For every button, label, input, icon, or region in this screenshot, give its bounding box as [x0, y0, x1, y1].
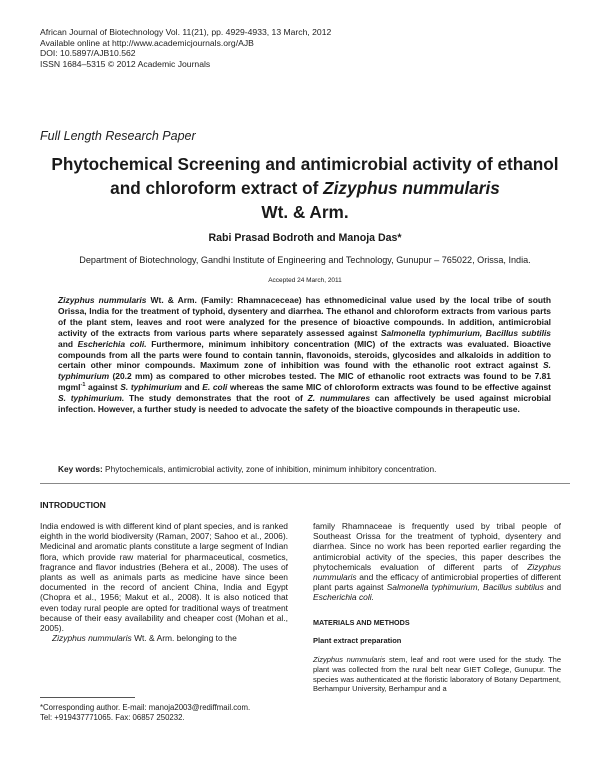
- corresponding-author: *Corresponding author. E-mail: manoja2003@rediffmail.com.: [40, 703, 251, 712]
- abstract-znum: Z. nummulares: [307, 393, 371, 404]
- right-microbes: Salmonella typhimurium, Bacillus subtilus: [386, 582, 544, 593]
- title-part1: Phytochemical Screening and antimicrobial activity of ethanol and chloroform extract of: [51, 154, 559, 198]
- right-species: Zizyphus nummularis: [313, 561, 561, 583]
- abstract-styph-3: S. typhimurium.: [58, 393, 125, 404]
- abstract: [58, 295, 551, 415]
- journal-citation: African Journal of Biotechnology Vol. 11(21), pp. 4929-4933, 13 March, 2012: [40, 27, 332, 37]
- affiliation: Department of Biotechnology, Gandhi Institute of Engineering and Technology, Gunupur – 765022, Orissa, India.: [79, 255, 531, 265]
- methods-heading: MATERIALS AND METHODS: [313, 617, 410, 627]
- left-column: [40, 521, 288, 643]
- abstract-text-2: and: [58, 338, 78, 349]
- abstract-text-3: Furthermore, minimum inhibitory concentration (MIC) of the extracts was evaluated. Bioactive compounds from all the parts were found to contain tannin, flavonoids, steroids, glycosides and alkaloids in addition to certain other minor compounds. Maximum zone of inhibition was found with the ethanolic root extract against: [58, 338, 551, 371]
- paper-type: Full Length Research Paper: [40, 129, 196, 143]
- right-text-3: and: [543, 582, 562, 593]
- methods-subheading: Plant extract preparation: [313, 635, 402, 645]
- abstract-superscript: -1: [80, 382, 86, 389]
- abstract-text-9: can affectively be used against microbial infection. However, a further study is needed to advocate the safety of the bioactive compounds in therapeutic use.: [58, 393, 552, 415]
- footnote: [40, 703, 300, 723]
- authors: Rabi Prasad Bodroth and Manoja Das*: [208, 232, 402, 244]
- abstract-ecoli-2: E. coli: [202, 382, 228, 393]
- abstract-text-6: and: [181, 382, 203, 393]
- title-species: Zizyphus nummularis: [323, 178, 500, 198]
- abstract-text-8: The study demonstrates that the root of: [124, 393, 308, 404]
- abstract-species: Zizyphus nummularis: [58, 295, 147, 305]
- abstract-text-5: against: [85, 382, 121, 393]
- abstract-styph-1: S. typhimurium: [58, 360, 551, 382]
- intro-paragraph-1: India endowed is with different kind of plant species, and is ranked eighth in the world biodiversity (Raman, 2007; Sahoo et al., 2006). Medicinal and aromatic plants constitute a large segment of Indian flora, which provide raw material for pharmaceutical, cosmetics, fragrance and flavor industries (Behera et al., 2008). The uses of plants as well as animals parts as medicine have since been documented in the record of ancient China, India and Egypt (Chopra et al., 1956; Makut et al., 2008). It is also noticed that even today rural people are opted for traditional ways of treatment because of their easy availability and cheaper cost (Mohan et al., 2005).: [40, 521, 288, 634]
- title-part2: Wt. & Arm.: [261, 202, 349, 222]
- intro-paragraph-continued: [313, 521, 561, 603]
- intro-paragraph-2: [40, 633, 288, 643]
- methods-text: stem, leaf and root were used for the study. The plant was collected from the rural belt near GIET College, Gunupur. The species was authenticated at the floristic laboratory of Botany Department, Berhampur University, Berhampur and a: [313, 655, 561, 694]
- issn: ISSN 1684–5315 © 2012 Academic Journals: [40, 58, 211, 69]
- abstract-microbes: Salmonella typhimurium, Bacillus subtilis: [380, 327, 551, 338]
- accepted-date: Accepted 24 March, 2011: [268, 277, 342, 284]
- right-text-1: family Rhamnaceae is frequently used by tribal people of Southeast Orissa for the treatment of typhoid, dysentery and diarrhea. Since no work has been reported earlier regarding the antimicrobial activity of the species, this paper describes the phytochemicals evaluation of different parts of: [313, 521, 561, 572]
- abstract-styph-2: S. typhimurium: [120, 382, 182, 393]
- right-ecoli: Escherichia coli.: [313, 592, 374, 603]
- abstract-text-7: whereas the same MIC of chloroform extracts was found to be effective against: [227, 382, 551, 393]
- footnote-divider: [40, 697, 135, 698]
- journal-url: Available online at http://www.academicjournals.org/AJB: [40, 37, 254, 48]
- right-column: [313, 521, 561, 694]
- section-divider: [40, 483, 570, 484]
- keywords-label: Key words:: [58, 464, 103, 474]
- abstract-text-1: Wt. & Arm. (Family: Rhamnaceceae) has ethnomedicinal value used by the local tribe of south Orissa, India for the treatment of typhoid, dysentery and diarrhea. The ethanol and chloroform extracts from various parts of the plant stem, leaves and root were analyzed for the presence of bioactive compounds. In addition, antimicrobial activity of the extracts from various parts where separately assessed against: [58, 295, 551, 338]
- abstract-text-4: (20.2 mm) as compared to other microbes tested. The MIC of ethanolic root extracts was found to be 7.81 mgml: [58, 371, 551, 393]
- keywords: [58, 464, 558, 474]
- introduction-heading: INTRODUCTION: [40, 500, 106, 510]
- journal-header: [40, 27, 331, 69]
- methods-species: Zizyphus nummularis: [313, 655, 386, 665]
- doi: DOI: 10.5897/AJB10.562: [40, 48, 136, 58]
- keywords-text: Phytochemicals, antimicrobial activity, zone of inhibition, minimum inhibitory concentration.: [102, 464, 437, 474]
- contact-phone: Tel: +919437771065. Fax: 06857 250232.: [40, 713, 185, 722]
- abstract-ecoli: Escherichia coli.: [77, 338, 147, 349]
- intro-species: Zizyphus nummularis: [52, 633, 132, 644]
- right-text-2: and the efficacy of antimicrobial properties of different plant parts against: [313, 572, 561, 593]
- methods-paragraph: [313, 655, 561, 694]
- paper-title: [40, 152, 570, 224]
- intro-p2-text: Wt. & Arm. belonging to the: [131, 633, 237, 644]
